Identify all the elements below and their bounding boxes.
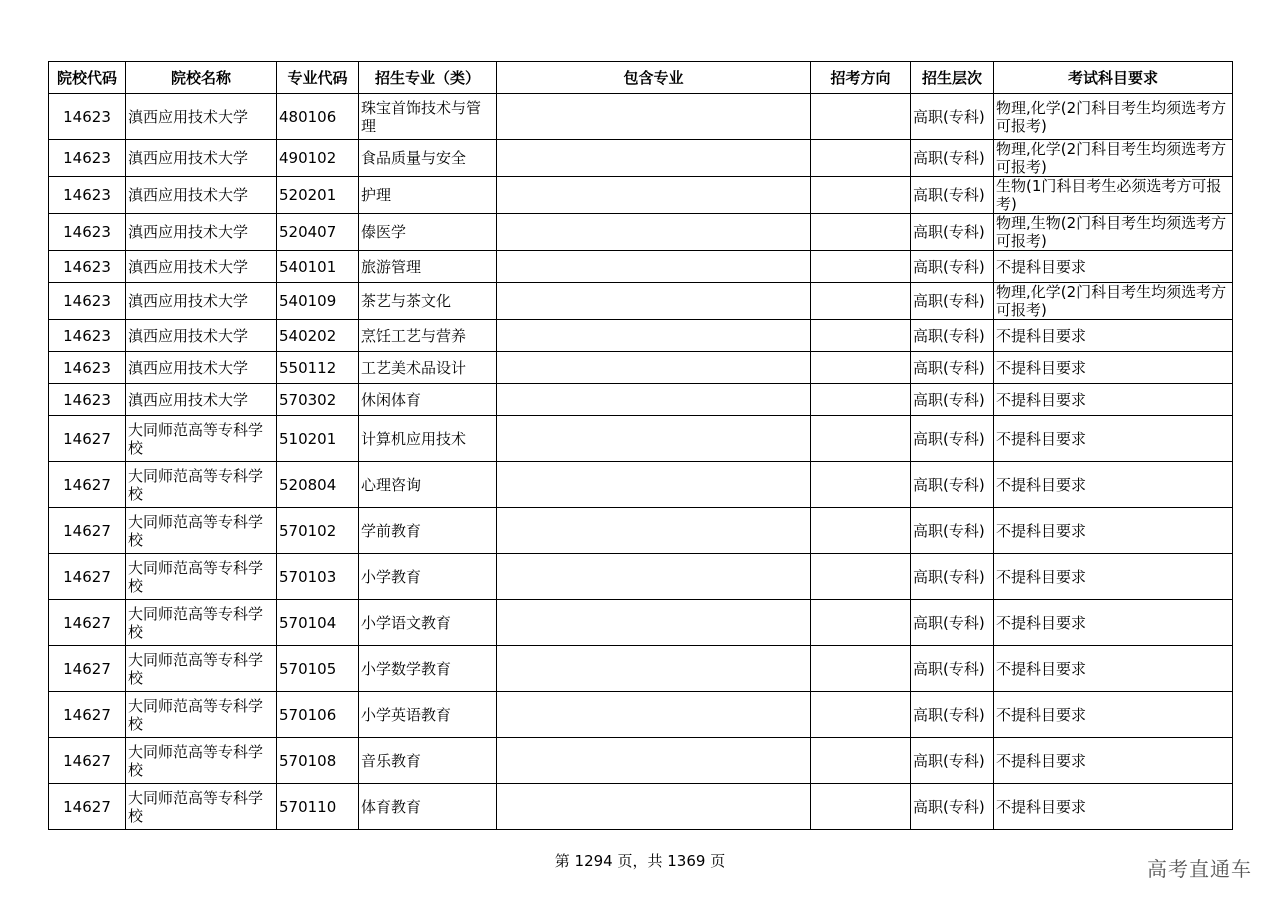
cell-direction	[811, 283, 911, 320]
cell-direction	[811, 320, 911, 352]
cell-major-code: 510201	[277, 416, 359, 462]
header-major: 招生专业（类）	[359, 62, 497, 94]
cell-major: 旅游管理	[359, 251, 497, 283]
cell-included-majors	[497, 214, 811, 251]
table-row	[49, 384, 1233, 416]
cell-school-code: 14623	[49, 384, 126, 416]
cell-school-name: 滇西应用技术大学	[126, 94, 277, 140]
cell-subject-requirement: 不提科目要求	[994, 646, 1233, 692]
cell-major: 傣医学	[359, 214, 497, 251]
cell-major-code: 570104	[277, 600, 359, 646]
cell-included-majors	[497, 416, 811, 462]
cell-school-name: 滇西应用技术大学	[126, 140, 277, 177]
cell-school-code: 14627	[49, 554, 126, 600]
cell-subject-requirement: 物理,化学(2门科目考生均须选考方可报考)	[994, 283, 1233, 320]
cell-major: 体育教育	[359, 784, 497, 830]
header-row	[49, 62, 1233, 94]
cell-level: 高职(专科)	[911, 140, 994, 177]
cell-major: 小学数学教育	[359, 646, 497, 692]
table-row	[49, 554, 1233, 600]
cell-level: 高职(专科)	[911, 214, 994, 251]
header-direction: 招考方向	[811, 62, 911, 94]
cell-included-majors	[497, 320, 811, 352]
cell-direction	[811, 416, 911, 462]
cell-subject-requirement: 不提科目要求	[994, 462, 1233, 508]
cell-direction	[811, 384, 911, 416]
cell-included-majors	[497, 692, 811, 738]
cell-school-name: 大同师范高等专科学校	[126, 738, 277, 784]
cell-included-majors	[497, 94, 811, 140]
cell-direction	[811, 508, 911, 554]
table-row	[49, 646, 1233, 692]
admission-table	[48, 61, 1233, 830]
cell-school-code: 14623	[49, 140, 126, 177]
cell-included-majors	[497, 283, 811, 320]
cell-direction	[811, 554, 911, 600]
cell-level: 高职(专科)	[911, 416, 994, 462]
cell-subject-requirement: 生物(1门科目考生必须选考方可报考)	[994, 177, 1233, 214]
cell-major-code: 570110	[277, 784, 359, 830]
cell-major-code: 480106	[277, 94, 359, 140]
cell-major: 学前教育	[359, 508, 497, 554]
cell-subject-requirement: 不提科目要求	[994, 600, 1233, 646]
cell-school-name: 大同师范高等专科学校	[126, 600, 277, 646]
cell-level: 高职(专科)	[911, 251, 994, 283]
cell-major-code: 540109	[277, 283, 359, 320]
header-subject-requirement: 考试科目要求	[994, 62, 1233, 94]
cell-major: 小学英语教育	[359, 692, 497, 738]
cell-included-majors	[497, 384, 811, 416]
cell-included-majors	[497, 140, 811, 177]
table-row	[49, 251, 1233, 283]
cell-major: 珠宝首饰技术与管理	[359, 94, 497, 140]
cell-school-code: 14623	[49, 283, 126, 320]
cell-school-name: 滇西应用技术大学	[126, 177, 277, 214]
cell-major: 心理咨询	[359, 462, 497, 508]
cell-direction	[811, 646, 911, 692]
cell-subject-requirement: 物理,生物(2门科目考生均须选考方可报考)	[994, 214, 1233, 251]
cell-major-code: 490102	[277, 140, 359, 177]
cell-major-code: 550112	[277, 352, 359, 384]
cell-major-code: 520407	[277, 214, 359, 251]
table-row	[49, 600, 1233, 646]
cell-school-name: 滇西应用技术大学	[126, 214, 277, 251]
cell-major: 小学教育	[359, 554, 497, 600]
cell-major-code: 570105	[277, 646, 359, 692]
header-included-majors: 包含专业	[497, 62, 811, 94]
cell-school-name: 大同师范高等专科学校	[126, 508, 277, 554]
cell-school-code: 14623	[49, 214, 126, 251]
cell-included-majors	[497, 508, 811, 554]
cell-major: 茶艺与茶文化	[359, 283, 497, 320]
cell-major-code: 540202	[277, 320, 359, 352]
cell-school-name: 大同师范高等专科学校	[126, 416, 277, 462]
cell-school-name: 大同师范高等专科学校	[126, 554, 277, 600]
cell-major-code: 570102	[277, 508, 359, 554]
cell-school-code: 14627	[49, 416, 126, 462]
cell-subject-requirement: 不提科目要求	[994, 416, 1233, 462]
cell-level: 高职(专科)	[911, 692, 994, 738]
cell-major: 护理	[359, 177, 497, 214]
cell-subject-requirement: 不提科目要求	[994, 352, 1233, 384]
cell-direction	[811, 214, 911, 251]
cell-school-name: 滇西应用技术大学	[126, 320, 277, 352]
table-row	[49, 94, 1233, 140]
cell-major: 音乐教育	[359, 738, 497, 784]
cell-major-code: 520201	[277, 177, 359, 214]
cell-direction	[811, 94, 911, 140]
cell-direction	[811, 352, 911, 384]
cell-subject-requirement: 物理,化学(2门科目考生均须选考方可报考)	[994, 140, 1233, 177]
cell-school-name: 大同师范高等专科学校	[126, 646, 277, 692]
cell-included-majors	[497, 554, 811, 600]
cell-included-majors	[497, 177, 811, 214]
cell-school-code: 14623	[49, 352, 126, 384]
cell-included-majors	[497, 784, 811, 830]
cell-level: 高职(专科)	[911, 600, 994, 646]
cell-subject-requirement: 不提科目要求	[994, 251, 1233, 283]
cell-direction	[811, 251, 911, 283]
cell-level: 高职(专科)	[911, 646, 994, 692]
header-level: 招生层次	[911, 62, 994, 94]
cell-major-code: 540101	[277, 251, 359, 283]
cell-school-name: 滇西应用技术大学	[126, 251, 277, 283]
cell-level: 高职(专科)	[911, 508, 994, 554]
table-row	[49, 352, 1233, 384]
cell-level: 高职(专科)	[911, 320, 994, 352]
cell-subject-requirement: 物理,化学(2门科目考生均须选考方可报考)	[994, 94, 1233, 140]
cell-school-name: 大同师范高等专科学校	[126, 692, 277, 738]
cell-school-code: 14627	[49, 646, 126, 692]
table-row	[49, 462, 1233, 508]
cell-major-code: 520804	[277, 462, 359, 508]
cell-major: 食品质量与安全	[359, 140, 497, 177]
watermark: 高考直通车	[1147, 857, 1252, 881]
header-school-code: 院校代码	[49, 62, 126, 94]
table-row	[49, 738, 1233, 784]
cell-direction	[811, 692, 911, 738]
header-school-name: 院校名称	[126, 62, 277, 94]
cell-level: 高职(专科)	[911, 554, 994, 600]
cell-school-code: 14627	[49, 738, 126, 784]
cell-included-majors	[497, 646, 811, 692]
table-row	[49, 416, 1233, 462]
cell-school-code: 14623	[49, 94, 126, 140]
cell-included-majors	[497, 600, 811, 646]
cell-school-code: 14627	[49, 784, 126, 830]
cell-level: 高职(专科)	[911, 94, 994, 140]
cell-major: 烹饪工艺与营养	[359, 320, 497, 352]
cell-school-code: 14627	[49, 508, 126, 554]
cell-school-name: 大同师范高等专科学校	[126, 462, 277, 508]
cell-level: 高职(专科)	[911, 462, 994, 508]
cell-included-majors	[497, 251, 811, 283]
cell-subject-requirement: 不提科目要求	[994, 384, 1233, 416]
cell-level: 高职(专科)	[911, 177, 994, 214]
table-row	[49, 784, 1233, 830]
cell-major: 小学语文教育	[359, 600, 497, 646]
table-row	[49, 508, 1233, 554]
table-row	[49, 177, 1233, 214]
cell-included-majors	[497, 738, 811, 784]
cell-school-code: 14627	[49, 462, 126, 508]
cell-direction	[811, 600, 911, 646]
cell-subject-requirement: 不提科目要求	[994, 692, 1233, 738]
cell-subject-requirement: 不提科目要求	[994, 320, 1233, 352]
cell-subject-requirement: 不提科目要求	[994, 508, 1233, 554]
table-body	[49, 94, 1233, 830]
cell-included-majors	[497, 462, 811, 508]
cell-direction	[811, 462, 911, 508]
cell-level: 高职(专科)	[911, 283, 994, 320]
cell-subject-requirement: 不提科目要求	[994, 738, 1233, 784]
cell-major-code: 570302	[277, 384, 359, 416]
cell-school-name: 滇西应用技术大学	[126, 352, 277, 384]
cell-school-name: 大同师范高等专科学校	[126, 784, 277, 830]
cell-major: 计算机应用技术	[359, 416, 497, 462]
cell-school-code: 14627	[49, 600, 126, 646]
cell-major-code: 570108	[277, 738, 359, 784]
cell-level: 高职(专科)	[911, 352, 994, 384]
cell-subject-requirement: 不提科目要求	[994, 554, 1233, 600]
table-row	[49, 214, 1233, 251]
cell-school-code: 14627	[49, 692, 126, 738]
cell-subject-requirement: 不提科目要求	[994, 784, 1233, 830]
cell-major-code: 570106	[277, 692, 359, 738]
cell-direction	[811, 784, 911, 830]
cell-major: 休闲体育	[359, 384, 497, 416]
table-row	[49, 283, 1233, 320]
cell-school-name: 滇西应用技术大学	[126, 384, 277, 416]
page-number: 第 1294 页，共 1369 页	[554, 852, 726, 870]
cell-level: 高职(专科)	[911, 384, 994, 416]
cell-school-code: 14623	[49, 320, 126, 352]
cell-direction	[811, 140, 911, 177]
header-major-code: 专业代码	[277, 62, 359, 94]
cell-level: 高职(专科)	[911, 738, 994, 784]
cell-direction	[811, 738, 911, 784]
cell-school-code: 14623	[49, 177, 126, 214]
table-row	[49, 320, 1233, 352]
cell-direction	[811, 177, 911, 214]
table-row	[49, 140, 1233, 177]
cell-major: 工艺美术品设计	[359, 352, 497, 384]
table-row	[49, 692, 1233, 738]
cell-level: 高职(专科)	[911, 784, 994, 830]
cell-included-majors	[497, 352, 811, 384]
cell-school-code: 14623	[49, 251, 126, 283]
cell-major-code: 570103	[277, 554, 359, 600]
cell-school-name: 滇西应用技术大学	[126, 283, 277, 320]
